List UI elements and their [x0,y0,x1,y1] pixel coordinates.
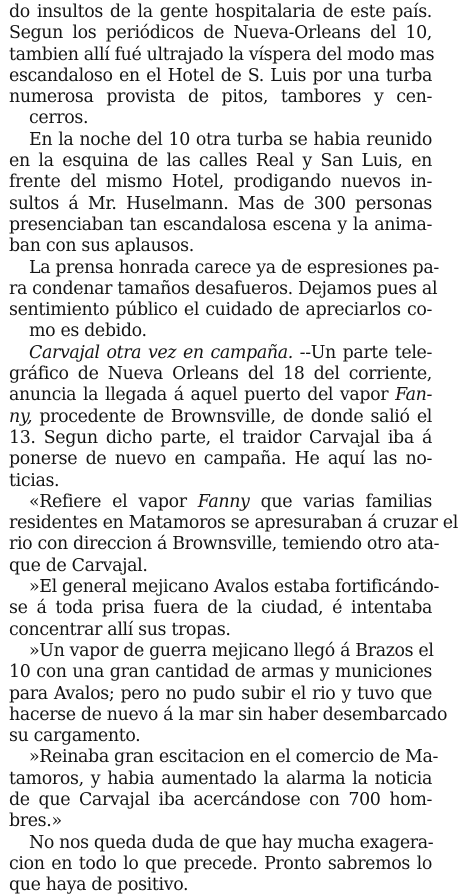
text-fragment: que varias familias [260,491,432,512]
text-line: do insultos de la gente hospitalaria de este país. [9,2,432,22]
text-line: sentimiento público el cuidado de apreciarlos co- [9,300,432,321]
text-line: que de Carvajal. [9,555,148,576]
text-line [9,492,432,513]
text-line: que haya de positivo. [9,875,189,896]
ship-name: Fanny [197,491,250,512]
text-line [9,407,432,428]
text-line: gráfico de Nueva Orleans del 18 del corriente, [9,364,432,385]
text-line: 10 con una gran cantidad de armas y municiones [9,662,432,683]
ship-name: ny, [9,406,33,427]
paragraph-quote-warship [9,640,448,747]
text-line: de que Carvajal iba acercándose con 700 hom- [9,789,432,810]
text-fragment: procedente de Brownsville, de donde salió el [39,406,432,427]
paragraph-hotel-san-luis [9,2,435,130]
paragraph-carvajal-news [9,343,432,492]
text-line: cerros. [29,108,89,129]
text-line [9,385,432,406]
text-line: »Reinaba gran escitacion en el comercio de Ma- [29,747,439,768]
text-line: frente del mismo Hotel, prodigando nuevos in- [9,172,432,193]
text-line: tamoros, y habia aumentado la alarma la noticia [9,768,432,789]
text-line: en la esquina de las calles Real y San Luis, en [9,151,432,172]
text-line: ticias. [9,470,60,491]
text-line: cion en todo lo que precede. Pronto sabremos lo [9,853,432,874]
text-line: para Avalos; pero no pudo subir el rio y tuvo que [9,683,432,704]
text-line: ban con sus aplausos. [9,236,194,257]
paragraph-quote-families [9,491,458,577]
text-fragment: anuncia la llegada á aquel puerto del vapor [9,385,389,406]
text-line: »El general mejicano Avalos estaba fortificándo- [29,577,440,598]
paragraph-night-of-the-10th [9,130,432,258]
text-line: concentrar allí sus tropas. [9,619,231,640]
text-line: residentes en Matamoros se apresuraban á cruzar el [9,513,458,534]
text-line: rio con direccion á Brownsville, temiendo otro ata- [9,534,440,555]
text-line: »Un vapor de guerra mejicano llegó á Brazos el [29,640,434,661]
section-heading: Carvajal otra vez en campaña. [29,342,293,363]
text-line: En la noche del 10 otra turba se habia reunido [29,129,432,150]
text-line: su cargamento. [9,726,141,747]
text-line: ra condenar tamaños desafueros. Dejamos pues al [9,278,438,299]
text-line: 13. Segun dicho parte, el traidor Carvajal iba á [9,427,432,448]
text-line: Segun los periódicos de Nueva-Orleans del 10, [9,23,432,44]
text-line: numerosa provista de pitos, tambores y cen- [9,87,432,108]
text-fragment: «Refiere el vapor [29,491,187,512]
paragraph-quote-avalos [9,577,440,641]
text-line: No nos queda duda de que hay mucha exagera- [29,832,434,853]
ship-name: Fan- [395,385,433,406]
text-fragment: --Un parte tele- [299,342,433,363]
text-line: sultos á Mr. Huselmann. Mas de 300 personas [9,193,432,214]
text-line: presenciaban tan escandalosa escena y la anima- [9,214,432,235]
text-line: escandaloso en el Hotel de S. Luis por una turba [9,65,432,86]
text-line: ponerse de nuevo en campaña. He aquí las no- [9,449,432,470]
paragraph-quote-alarm [9,747,439,832]
text-line: bres.» [9,811,62,832]
text-line: mo es debido. [29,321,147,342]
paragraph-prensa-honrada [9,257,439,343]
text-line: se á toda prisa fuera de la ciudad, é intentaba [9,598,432,619]
paragraph-closing-remark [9,833,432,896]
text-line: La prensa honrada carece ya de espresiones pa- [29,257,439,278]
text-line [9,343,432,364]
text-line: tambien allí fué ultrajado la víspera del modo mas [9,44,435,65]
text-line: hacerse de nuevo á la mar sin haber desembarcado [9,704,448,725]
